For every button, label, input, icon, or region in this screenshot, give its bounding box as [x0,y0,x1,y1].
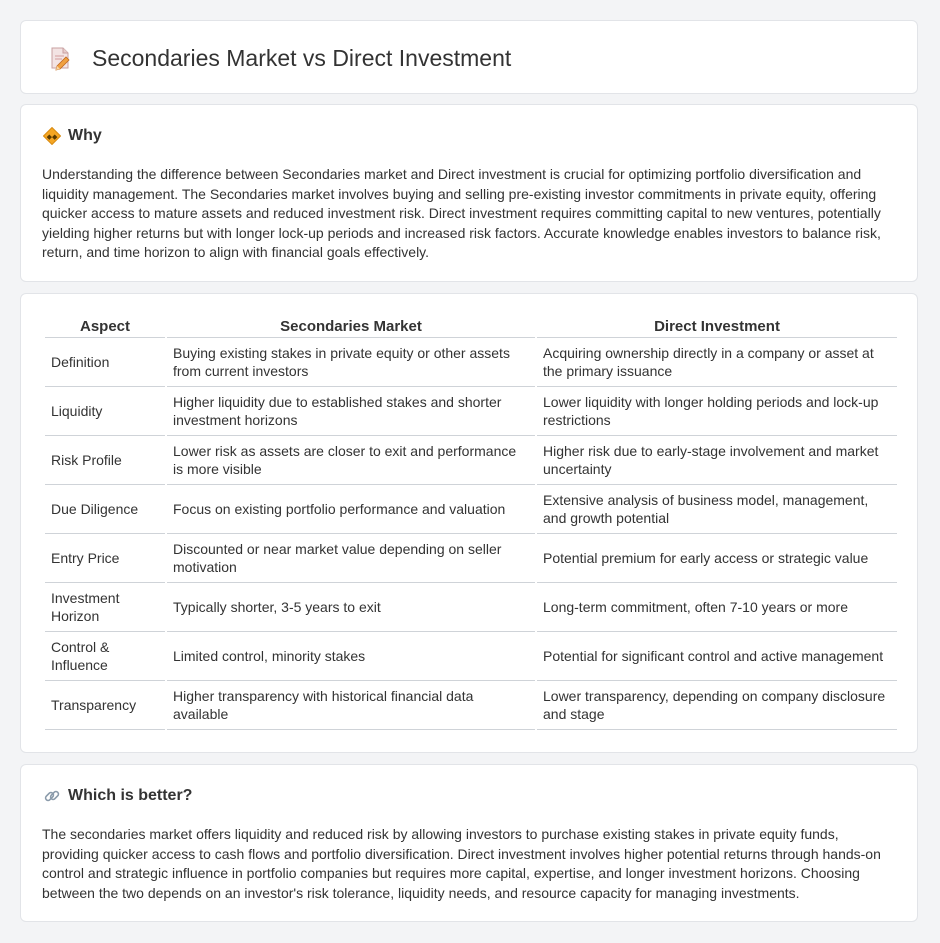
secondaries-cell: Buying existing stakes in private equity or other assets from current investors [167,338,535,387]
table-row [45,681,897,730]
comparison-table [43,316,899,730]
direct-cell: Potential premium for early access or strategic value [537,534,897,583]
secondaries-cell: Higher transparency with historical financial data available [167,681,535,730]
aspect-cell: Entry Price [45,534,165,583]
aspect-cell: Risk Profile [45,436,165,485]
column-header: Secondaries Market [167,316,535,338]
header-card [20,20,918,94]
diamond-sign-icon [43,127,61,145]
page-title: Secondaries Market vs Direct Investment [92,45,512,71]
secondaries-cell: Limited control, minority stakes [167,632,535,681]
aspect-cell: Definition [45,338,165,387]
better-heading-row [43,787,192,805]
which-better-section [20,764,918,922]
table-row [45,583,897,632]
direct-cell: Higher risk due to early-stage involvement and market uncertainty [537,436,897,485]
document-pencil-icon [47,45,73,71]
table-row [45,632,897,681]
aspect-cell: Liquidity [45,387,165,436]
secondaries-cell: Typically shorter, 3-5 years to exit [167,583,535,632]
secondaries-cell: Higher liquidity due to established stakes and shorter investment horizons [167,387,535,436]
secondaries-cell: Focus on existing portfolio performance and valuation [167,485,535,534]
svg-text:◆◆: ◆◆ [46,133,58,141]
direct-cell: Lower liquidity with longer holding periods and lock-up restrictions [537,387,897,436]
column-header: Aspect [45,316,165,338]
better-heading: Which is better? [68,787,193,804]
why-heading-row [43,127,102,145]
aspect-cell: Due Diligence [45,485,165,534]
aspect-cell: Transparency [45,681,165,730]
why-section [20,104,918,282]
table-header-row [45,316,897,338]
direct-cell: Extensive analysis of business model, management, and growth potential [537,485,897,534]
table-row [45,485,897,534]
why-heading: Why [68,127,102,144]
link-icon [43,787,61,805]
direct-cell: Long-term commitment, often 7-10 years or more [537,583,897,632]
table-row [45,534,897,583]
direct-cell: Potential for significant control and active management [537,632,897,681]
direct-cell: Lower transparency, depending on company disclosure and stage [537,681,897,730]
column-header: Direct Investment [537,316,897,338]
why-body: Understanding the difference between Secondaries market and Direct investment is crucial for optimizing portfolio diversification and liquidity management. The Secondaries market involves buying and selling pre-existing investor commitments in private equity, offering quicker access to mature assets and reduced investment risk. Direct investment requires committing capital to new ventures, potentially yielding higher returns but with longer lock-up periods and increased risk factors. Accurate knowledge enables investors to balance risk, return, and time horizon to align with financial goals effectively. [42,166,881,261]
better-body: The secondaries market offers liquidity and reduced risk by allowing investors to purchase existing stakes in private equity funds, providing quicker access to cash flows and portfolio diversification. Direct investment involves higher potential returns through hands-on control and strategic influence in portfolio companies but requires more capital, expertise, and longer investment horizons. Choosing between the two depends on an investor's risk tolerance, liquidity needs, and resource capacity for managing investments. [42,826,881,901]
table-row [45,436,897,485]
table-row [45,387,897,436]
direct-cell: Acquiring ownership directly in a company or asset at the primary issuance [537,338,897,387]
secondaries-cell: Lower risk as assets are closer to exit and performance is more visible [167,436,535,485]
comparison-section [20,293,918,753]
secondaries-cell: Discounted or near market value depending on seller motivation [167,534,535,583]
aspect-cell: Investment Horizon [45,583,165,632]
table-row [45,338,897,387]
aspect-cell: Control & Influence [45,632,165,681]
